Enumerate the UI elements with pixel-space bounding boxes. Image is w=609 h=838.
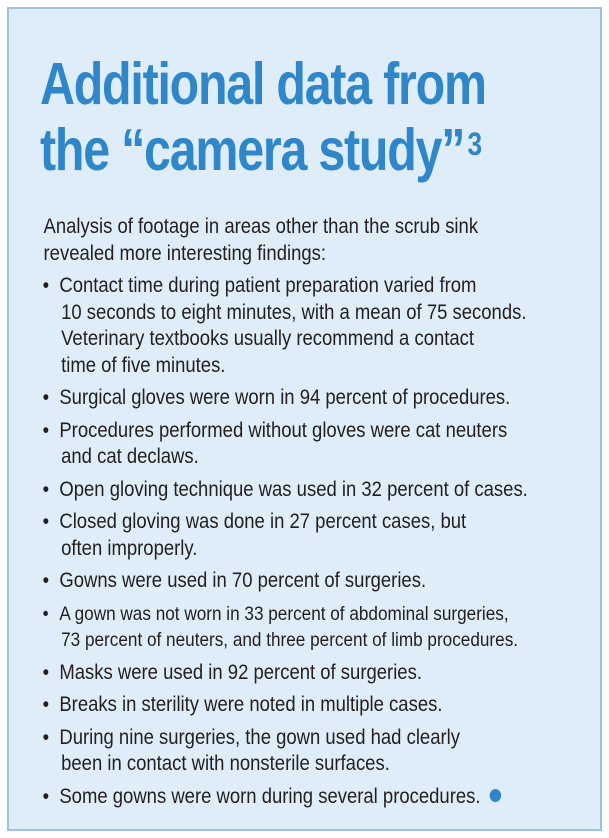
finding-item: [40, 273, 533, 379]
title-footnote-ref: 3: [467, 126, 481, 162]
intro-line-1: Analysis of footage in areas other than the scrub sink: [43, 215, 479, 238]
bullet-dot-icon: •: [42, 569, 50, 592]
bullet-dot-icon: •: [42, 693, 50, 716]
finding-item: [40, 509, 533, 562]
finding-line: Veterinary textbooks usually recommend a contact: [61, 327, 475, 350]
finding-line: often improperly.: [61, 536, 198, 560]
finding-item: [40, 660, 533, 687]
finding-item: [40, 601, 533, 654]
finding-line: During nine surgeries, the gown used had clearly: [59, 725, 460, 749]
finding-line: Contact time during patient preparation varied from: [59, 274, 477, 297]
title-line-1: Additional data from: [40, 51, 486, 117]
finding-line: Masks were used in 92 percent of surgeries.: [59, 660, 422, 684]
finding-item: [40, 784, 533, 811]
intro-line-2: revealed more interesting findings:: [43, 241, 327, 265]
box-content: [40, 214, 533, 810]
bullet-dot-icon: •: [42, 386, 50, 409]
bullet-dot-icon: •: [42, 477, 50, 501]
finding-line: [59, 784, 532, 811]
box-title: [40, 51, 486, 183]
finding-item: [40, 568, 533, 595]
finding-line: Procedures performed without gloves were cat neuters: [59, 418, 508, 442]
finding-line: Breaks in sterility were noted in multiple cases.: [59, 693, 443, 716]
finding-item: [40, 385, 533, 412]
sidebar-box: [7, 7, 602, 831]
finding-line: Closed gloving was done in 27 percent cases, but: [59, 510, 467, 533]
bullet-dot-icon: •: [42, 660, 50, 684]
finding-line: 73 percent of neuters, and three percent of limb procedures.: [61, 629, 519, 651]
finding-line: and cat declaws.: [61, 445, 199, 468]
bullet-dot-icon: •: [42, 418, 50, 442]
finding-line: Surgical gloves were worn in 94 percent of procedures.: [59, 386, 511, 409]
finding-item: [40, 418, 533, 471]
finding-line: been in contact with nonsterile surfaces.: [61, 752, 390, 775]
bullet-dot-icon: •: [42, 510, 50, 533]
finding-item: [40, 725, 533, 778]
finding-line: A gown was not worn in 33 percent of abdominal surgeries,: [59, 602, 509, 625]
bullet-dot-icon: •: [42, 725, 50, 749]
finding-line: time of five minutes.: [61, 353, 226, 377]
finding-item: [40, 477, 533, 504]
findings-list: [40, 273, 533, 810]
finding-line: Open gloving technique was used in 32 percent of cases.: [59, 477, 528, 501]
end-mark-icon: [489, 789, 500, 802]
title-line-2: the “camera study”: [40, 117, 465, 183]
finding-line: Gowns were used in 70 percent of surgeries.: [59, 569, 427, 592]
bullet-dot-icon: •: [42, 602, 49, 625]
finding-text: Some gowns were worn during several procedures.: [59, 784, 481, 808]
finding-line: 10 seconds to eight minutes, with a mean of 75 seconds.: [61, 300, 527, 324]
bullet-dot-icon: •: [42, 274, 50, 297]
bullet-dot-icon: •: [42, 784, 50, 808]
finding-item: [40, 692, 533, 719]
